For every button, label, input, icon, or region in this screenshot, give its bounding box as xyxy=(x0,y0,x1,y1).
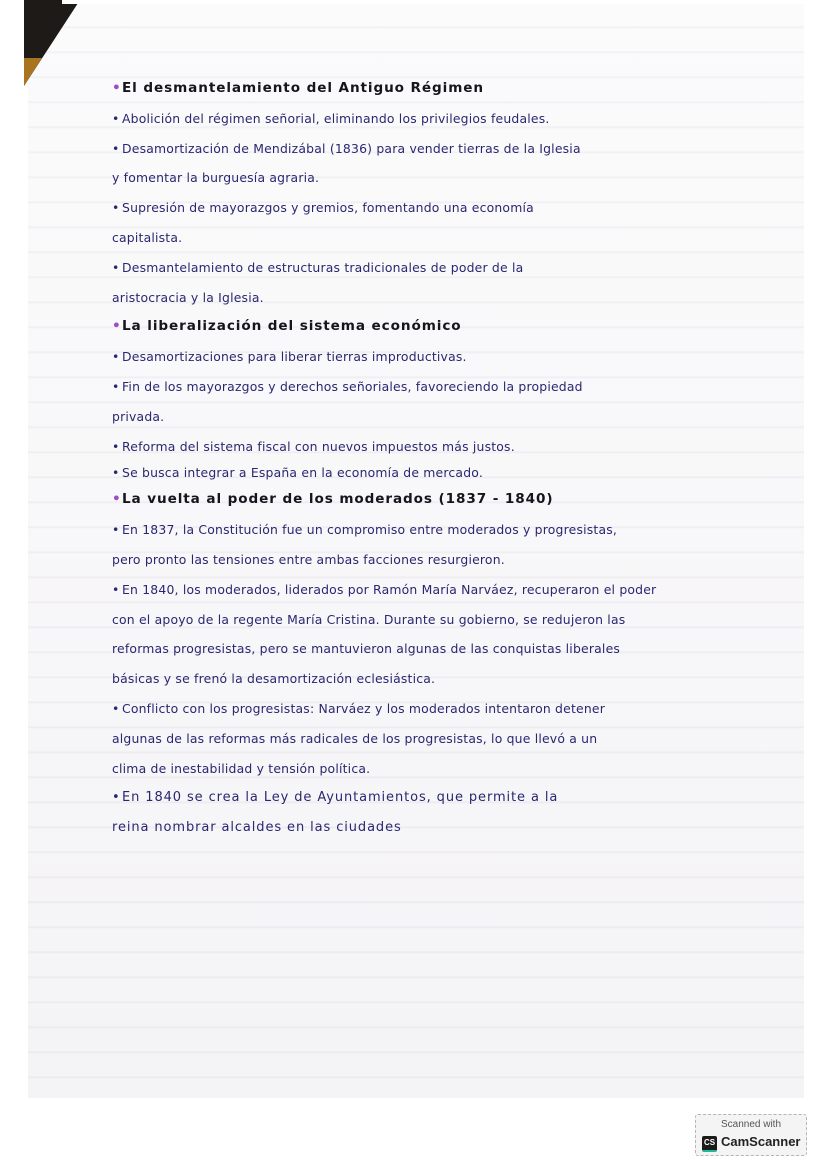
bullet-dot-icon: • xyxy=(112,700,120,716)
note-text: privada. xyxy=(112,408,165,424)
note-text: Reforma del sistema fiscal con nuevos impuestos más justos. xyxy=(122,438,515,454)
note-line-continued xyxy=(112,545,772,575)
heading-text: La vuelta al poder de los moderados (1837 - 1840) xyxy=(122,491,554,508)
section-heading xyxy=(112,485,772,515)
note-text: Supresión de mayorazgos y gremios, fomentando una economía xyxy=(122,200,534,216)
bullet-dot-icon: • xyxy=(112,200,120,216)
note-text: Desamortizaciones para liberar tierras improductivas. xyxy=(122,349,467,365)
note-text: Abolición del régimen señorial, eliminando los privilegios feudales. xyxy=(122,110,550,126)
note-line xyxy=(112,461,772,485)
note-line xyxy=(112,575,772,605)
bullet-dot-icon: • xyxy=(112,522,120,538)
note-line-continued xyxy=(112,283,772,313)
note-line xyxy=(112,134,772,164)
scan-background-table-edge xyxy=(24,58,42,86)
note-line-continued xyxy=(112,605,772,635)
bullet-dot-icon: • xyxy=(112,349,120,365)
note-text: Conflicto con los progresistas: Narváez y los moderados intentaron detener xyxy=(122,700,605,716)
note-text: Desmantelamiento de estructuras tradicionales de poder de la xyxy=(122,259,524,275)
bullet-dot-icon: • xyxy=(112,80,122,96)
note-line-continued xyxy=(112,754,772,784)
note-line-continued xyxy=(112,223,772,253)
note-line-continued xyxy=(112,724,772,754)
bullet-dot-icon: • xyxy=(112,140,120,156)
handwritten-notes xyxy=(112,74,772,843)
bullet-dot-icon: • xyxy=(112,259,120,275)
note-text: Se busca integrar a España en la economía de mercado. xyxy=(122,465,483,481)
note-line xyxy=(112,372,772,402)
note-text: algunas de las reformas más radicales de los progresistas, lo que llevó a un xyxy=(112,730,598,746)
note-text: y fomentar la burguesía agraria. xyxy=(112,170,320,186)
scan-edge-strip xyxy=(62,0,157,4)
bullet-dot-icon: • xyxy=(112,790,121,806)
note-line xyxy=(112,193,772,223)
note-text: pero pronto las tensiones entre ambas facciones resurgieron. xyxy=(112,551,505,567)
camscanner-watermark xyxy=(695,1114,807,1156)
note-line xyxy=(112,694,772,724)
watermark-caption: Scanned with xyxy=(720,1119,782,1130)
note-line-continued xyxy=(112,813,772,843)
heading-text: La liberalización del sistema económico xyxy=(122,318,462,335)
note-line xyxy=(112,342,772,372)
note-line xyxy=(112,104,772,134)
note-text: Desamortización de Mendizábal (1836) para vender tierras de la Iglesia xyxy=(122,140,581,156)
note-line xyxy=(112,783,772,813)
bullet-dot-icon: • xyxy=(112,438,120,454)
note-text: capitalista. xyxy=(112,229,183,245)
bullet-dot-icon: • xyxy=(112,318,122,335)
bullet-dot-icon: • xyxy=(112,378,120,394)
note-line-continued xyxy=(112,163,772,193)
watermark-brand: CamScanner xyxy=(721,1134,801,1149)
bullet-dot-icon: • xyxy=(112,581,120,597)
note-line xyxy=(112,432,772,462)
section-heading xyxy=(112,312,772,342)
bullet-dot-icon: • xyxy=(112,491,122,508)
note-line-continued xyxy=(112,664,772,694)
note-text: reformas progresistas, pero se mantuvieron algunas de las conquistas liberales xyxy=(112,641,621,657)
note-text: aristocracia y la Iglesia. xyxy=(112,289,264,305)
bullet-dot-icon: • xyxy=(112,465,120,481)
note-text: En 1840, los moderados, liderados por Ramón María Narváez, recuperaron el poder xyxy=(122,581,657,597)
note-line xyxy=(112,515,772,545)
note-text: básicas y se frenó la desamortización eclesiástica. xyxy=(112,671,436,687)
note-text: clima de inestabilidad y tensión política. xyxy=(112,760,371,776)
note-text: con el apoyo de la regente María Cristina. Durante su gobierno, se redujeron las xyxy=(112,611,626,627)
note-text: En 1840 se crea la Ley de Ayuntamientos, que permite a la xyxy=(122,790,559,806)
heading-text: El desmantelamiento del Antiguo Régimen xyxy=(122,80,484,96)
note-line-continued xyxy=(112,402,772,432)
note-text: Fin de los mayorazgos y derechos señoriales, favoreciendo la propiedad xyxy=(122,378,583,394)
note-line xyxy=(112,253,772,283)
camscanner-logo-icon: CS xyxy=(702,1136,717,1152)
note-text: reina nombrar alcaldes en las ciudades xyxy=(112,820,402,836)
note-line-continued xyxy=(112,634,772,664)
note-text: En 1837, la Constitución fue un compromiso entre moderados y progresistas, xyxy=(122,522,618,538)
section-heading xyxy=(112,74,772,104)
bullet-dot-icon: • xyxy=(112,110,120,126)
